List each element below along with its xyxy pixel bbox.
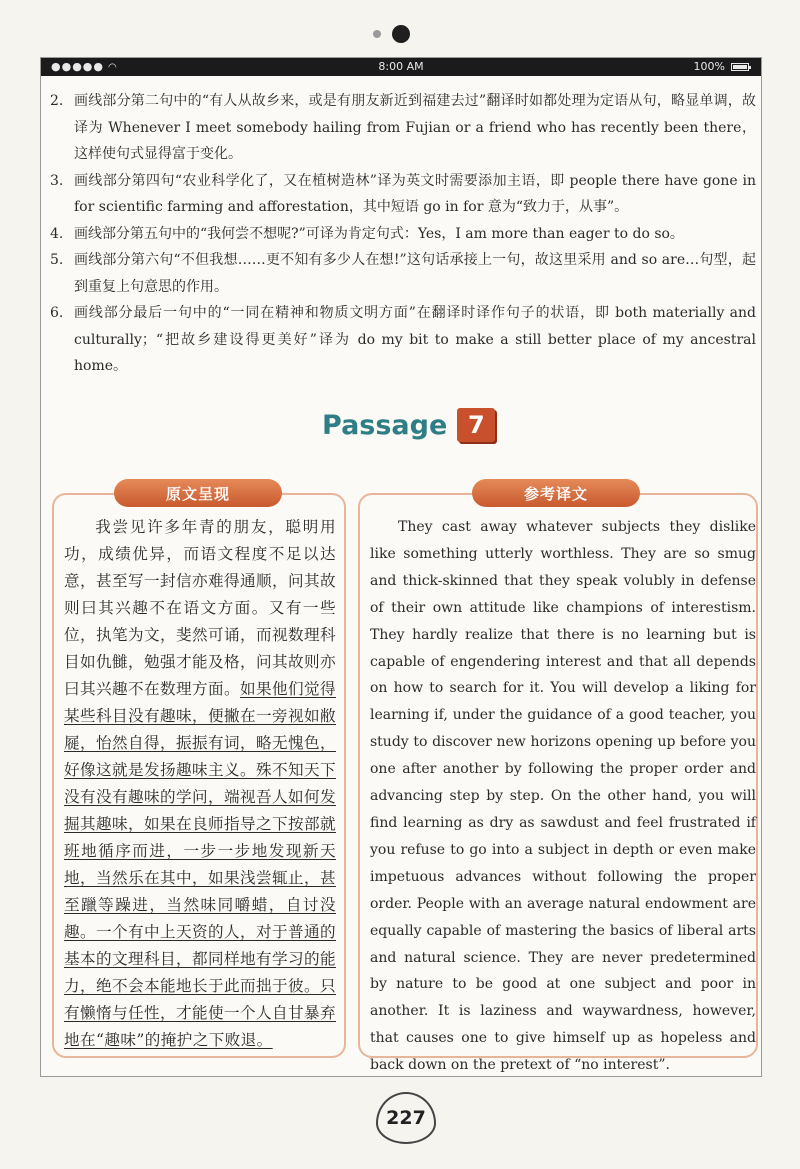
note-number: 2. xyxy=(50,93,64,109)
note-text: 画线部分最后一句中的“一同在精神和物质文明方面”在翻译时译作句子的状语，即 both materially and culturally；“把故乡建设得更美好”译为 do my bit to make a still better place of my ancestral home。 xyxy=(74,305,756,374)
original-text-underlined: 如果他们觉得某些科目没有趣味，便撇在一旁视如敝屣，怡然自得，振振有词，略无愧色，好像这就是发扬趣味主义。殊不知天下没有没有趣味的学问，端视吾人如何发掘其趣味，如果在良师指导之下按部就班地循序而进，一步一步地发现新天地，当然乐在其中，如果浅尝辄止，甚至躐等躁进，当然味同嚼蜡，自讨没趣。一个有中上天资的人，对于普通的基本的文理科目，都同样地有学习的能力，绝不会本能地长于此而拙于彼。只有懒惰与任性，才能使一个人自甘暴弃地在“趣味”的掩护之下败退。 xyxy=(64,680,336,1049)
note-number: 5. xyxy=(50,252,64,268)
battery-fill xyxy=(733,65,747,69)
passage-heading xyxy=(322,405,495,445)
passage-number-badge: 7 xyxy=(457,408,495,442)
original-text-tab: 原文呈现 xyxy=(114,479,282,507)
note-text: 画线部分第五句中的“我何尝不想呢?”可译为肯定句式：Yes，I am more than eager to do so。 xyxy=(74,225,684,242)
battery-icon xyxy=(731,63,749,71)
note-item xyxy=(50,221,756,248)
note-item xyxy=(50,88,756,168)
note-text: 画线部分第四句“农业科学化了，又在植树造林”译为英文时需要添加主语，即 people there have gone in for scientific farming and afforestation，其中短语 go in for 意为“致力于，从事”。 xyxy=(74,172,756,215)
note-number: 4. xyxy=(50,225,64,242)
note-item xyxy=(50,247,756,300)
wifi-icon: ◠ xyxy=(108,62,118,73)
note-text: 画线部分第二句中的“有人从故乡来，或是有朋友新近到福建去过”翻译时如都处理为定语从句，略显单调，故译为 Whenever I meet somebody hailing from Fujian or a friend who has recently been there，这样使句式显得富于变化。 xyxy=(74,93,756,162)
device-camera-indicators xyxy=(370,24,430,44)
page-number: 227 xyxy=(376,1092,436,1144)
note-item xyxy=(50,168,756,221)
translation-notes xyxy=(50,88,756,380)
battery-indicator xyxy=(694,60,749,73)
battery-percent: 100% xyxy=(693,60,725,73)
original-text-plain: 我尝见许多年青的朋友，聪明用功，成绩优异，而语文程度不足以达意，甚至写一封信亦难得通顺，问其故则曰其兴趣不在语文方面。又有一些位，执笔为文，斐然可诵，而视数理科目如仇雠，勉强才能及格，问其故则亦曰其兴趣不在数理方面。 xyxy=(64,518,336,698)
note-number: 3. xyxy=(50,172,64,189)
note-item xyxy=(50,300,756,380)
note-text: 画线部分第六句“不但我想……更不知有多少人在想!”这句话承接上一句，故这里采用 and so are…句型，起到重复上句意思的作用。 xyxy=(74,252,756,295)
status-bar xyxy=(41,58,761,76)
status-time: 8:00 AM xyxy=(378,60,424,73)
translation-tab: 参考译文 xyxy=(472,479,640,507)
passage-label: Passage xyxy=(322,409,448,441)
camera-lens-dot xyxy=(392,25,410,43)
signal-icon: ●●●●● xyxy=(51,60,104,73)
camera-sensor-dot xyxy=(373,30,381,38)
original-chinese-text xyxy=(64,514,336,1054)
note-number: 6. xyxy=(50,305,64,321)
english-translation-text: They cast away whatever subjects they dislike like something utterly worthless. They are so smug and thick-skinned that they speak volubly in defense of their own attitude like champions of interestism. They hardly realize that there is no learning but is capable of engendering interest and that all depends on how to search for it. You will develop a liking for learning if, under the guidance of a good teacher, you study to discover new horizons opening up before you one after another by following the proper order and advancing step by step. On the other hand, you will find learning as dry as sawdust and feel frustrated if you refuse to go into a subject in depth or even make impetuous advances without following the proper order. People with an average natural endowment are equally capable of mastering the basics of liberal arts and natural science. They are never predetermined by nature to be good at one subject and poor in another. It is laziness and waywardness, however, that causes one to give himself up as hopeless and back down on the pretext of “no interest”. xyxy=(370,519,756,1074)
